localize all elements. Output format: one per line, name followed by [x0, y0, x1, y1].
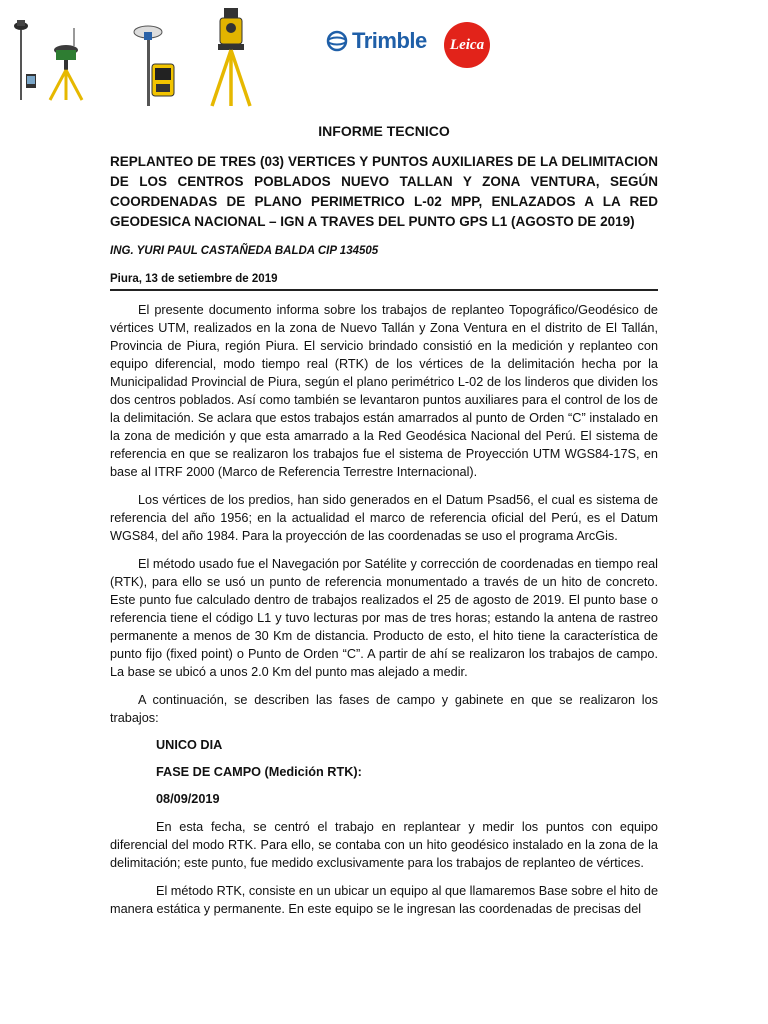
document-date: Piura, 13 de setiembre de 2019	[110, 271, 658, 291]
trimble-wordmark: Trimble	[352, 28, 427, 53]
header-equipment-banner	[0, 0, 768, 115]
document-author: ING. YURI PAUL CASTAÑEDA BALDA CIP 134505	[110, 245, 379, 257]
section-heading-day: UNICO DIA	[156, 738, 223, 752]
paragraph-5: En esta fecha, se centró el trabajo en replantear y medir los puntos con equipo diferencial del modo RTK. Para ello, se contaba con un hito geodésico instalado en la zona de la delimitación; este punto, fue medido exclusivamente para los trabajos de replanteo de vértices.	[110, 820, 658, 870]
section-heading-date: 08/09/2019	[156, 792, 220, 806]
total-station-image	[206, 6, 258, 108]
leica-logo: Leica	[444, 22, 490, 68]
gps-rover-pole-image	[12, 14, 42, 104]
gps-controller-image	[128, 24, 180, 110]
document-subtitle: REPLANTEO DE TRES (03) VERTICES Y PUNTOS AUXILIARES DE LA DELIMITACION DE LOS CENTROS POBLADOS NUEVO TALLAN Y ZONA VENTURA, SEGÚN COORDENADAS DE PLANO PERIMETRICO L-02 MPP, ENLAZADOS A LA RED GEODESICA NACIONAL – IGN A TRAVES DEL PUNTO GPS L1 (AGOSTO DE 2019)	[110, 154, 658, 229]
section-heading-field-phase: FASE DE CAMPO (Medición RTK):	[156, 765, 362, 779]
paragraph-2: Los vértices de los predios, han sido generados en el Datum Psad56, el cual es sistema de referencia del año 1956; en la actualidad el marco de referencia oficial del Perú, es el Datum WGS84, del año 1984. Para la proyección de las coordenadas se uso el programa ArcGis.	[110, 493, 658, 543]
document-title: INFORME TECNICO	[318, 123, 450, 139]
trimble-globe-icon	[326, 30, 348, 52]
gps-tripod-image	[46, 28, 88, 102]
paragraph-4: A continuación, se describen las fases de campo y gabinete en que se realizaron los trabajos:	[110, 693, 658, 725]
document-body	[110, 120, 658, 918]
paragraph-6: El método RTK, consiste en un ubicar un equipo al que llamaremos Base sobre el hito de manera estática y permanente. En este equipo se le ingresan las coordenadas de precisas del	[110, 884, 658, 916]
paragraph-1: El presente documento informa sobre los trabajos de replanteo Topográfico/Geodésico de vértices UTM, realizados en la zona de Nuevo Tallán y Zona Ventura en el distrito de El Tallán, Provincia de Piura, región Piura. El servicio brindado consistió en la medición y replanteo con equipo diferencial, modo tiempo real (RTK) de los vértices de la delimitación hecha por la Municipalidad Provincial de Piura, según el plano perimétrico L-02 de los linderos que dividen los dos centros poblados. Así como también se levantaron puntos auxiliares para el control de los de la delimitación. Se aclara que estos trabajos están amarrados al punto de Orden “C” instalado en la zona de medición y que esta amarrado a la Red Geodésica Nacional del Perú. El sistema de referencia en que se realizaron los trabajos fue el sistema de Proyección UTM WGS84-17S, en base al ITRF 2000 (Marco de Referencia Terrestre Internacional).	[110, 303, 658, 479]
trimble-logo	[326, 28, 427, 54]
paragraph-3: El método usado fue el Navegación por Satélite y corrección de coordenadas en tiempo real (RTK), para ello se usó un punto de referencia monumentado a través de un hito de concreto. Este punto fue calculado dentro de trabajos realizados el 25 de agosto de 2019. El punto base o referencia tiene el código L1 y tuvo lecturas por mas de tres horas; estando la antena de rastreo permanente a menos de 30 Km de distancia. Producto de esto, el hito tiene la característica de punto fijo (fixed point) o Punto de Orden “C”. A partir de ahí se realizaron los trabajos de campo. La base se ubicó a unos 2.0 Km del punto mas alejado a medir.	[110, 557, 658, 679]
